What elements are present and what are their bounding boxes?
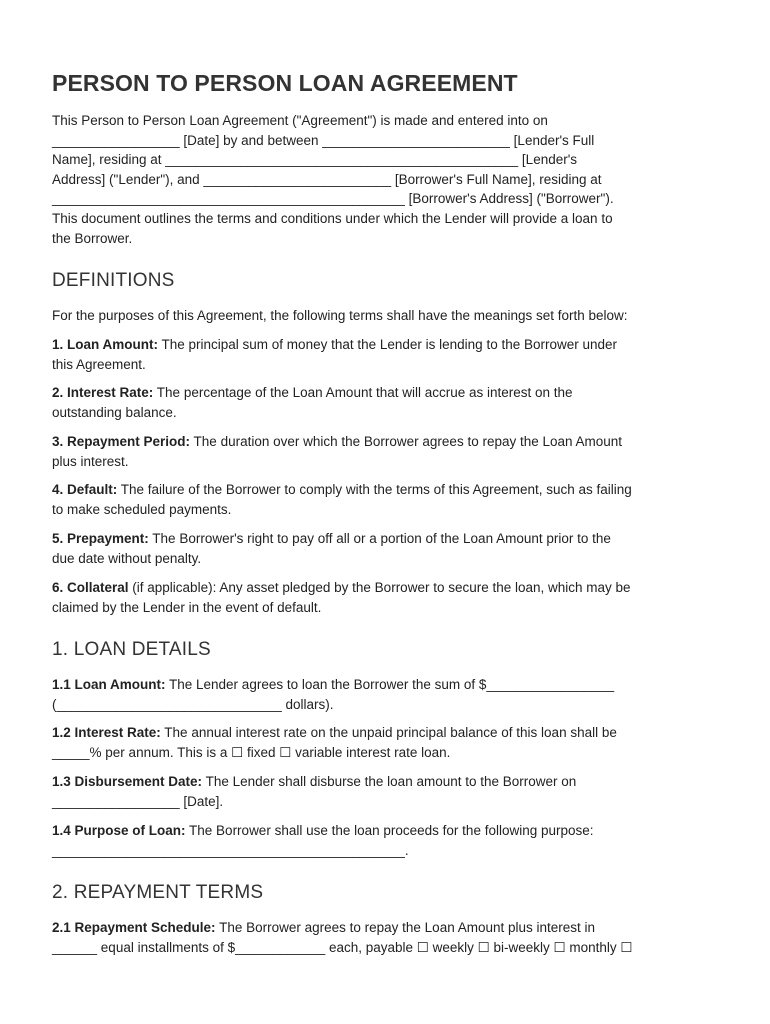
intro-line: This document outlines the terms and conditions under which the Lender will provide a loan to: [52, 210, 613, 226]
clause-interest-rate: 1.2 Interest Rate: The annual interest rate on the unpaid principal balance of this loan shall be _____% per annum. This is a ☐ fixed ☐ variable interest rate loan.: [52, 725, 617, 760]
definition-default: 4. Default: The failure of the Borrower to comply with the terms of this Agreement, such as failing to make scheduled payments.: [52, 482, 632, 517]
intro-line: _______________________________________________ [Borrower's Address] ("Borrower").: [52, 191, 614, 207]
intro-line: Address] ("Lender"), and _________________________ [Borrower's Full Name], residing at: [52, 171, 602, 187]
intro-line: the Borrower.: [52, 230, 133, 246]
document-title: PERSON TO PERSON LOAN AGREEMENT: [52, 70, 518, 96]
definition-label: 5. Prepayment:: [52, 531, 149, 546]
clause-loan-amount: 1.1 Loan Amount: The Lender agrees to loan the Borrower the sum of $_________________ (______________________________ dollars).: [52, 677, 615, 712]
clause-label: 1.3 Disbursement Date:: [52, 774, 203, 789]
definition-label: 2. Interest Rate:: [52, 385, 154, 400]
definitions-heading: DEFINITIONS: [52, 270, 175, 291]
definition-collateral: 6. Collateral (if applicable): Any asset pledged by the Borrower to secure the loan, which may be claimed by the Lender in the event of default.: [52, 580, 631, 615]
definition-repayment-period: 3. Repayment Period: The duration over which the Borrower agrees to repay the Loan Amount plus interest.: [52, 434, 623, 469]
clause-disbursement-date: 1.3 Disbursement Date: The Lender shall disburse the loan amount to the Borrower on _________________ [Date].: [52, 774, 577, 809]
definitions-intro: For the purposes of this Agreement, the following terms shall have the meanings set forth below:: [52, 308, 628, 323]
intro-line: This Person to Person Loan Agreement ("Agreement") is made and entered into on: [52, 113, 548, 128]
clause-label: 1.2 Interest Rate:: [52, 725, 161, 740]
intro-line: _________________ [Date] by and between _________________________ [Lender's Full: [52, 132, 595, 148]
clause-repayment-schedule: 2.1 Repayment Schedule: The Borrower agrees to repay the Loan Amount plus interest in ______ equal installments of $____________ each, payable ☐ weekly ☐ bi-weekly ☐ monthly ☐: [52, 920, 633, 955]
definition-label: 4. Default:: [52, 482, 118, 497]
intro-paragraph: [52, 111, 722, 248]
definition-label: 6. Collateral: [52, 580, 129, 595]
definition-loan-amount: 1. Loan Amount: The principal sum of money that the Lender is lending to the Borrower under this Agreement.: [52, 337, 618, 372]
repayment-terms-heading: 2. REPAYMENT TERMS: [52, 882, 264, 903]
definition-interest-rate: 2. Interest Rate: The percentage of the Loan Amount that will accrue as interest on the outstanding balance.: [52, 385, 573, 420]
definition-prepayment: 5. Prepayment: The Borrower's right to pay off all or a portion of the Loan Amount prior to the due date without penalty.: [52, 531, 611, 566]
clause-label: 1.1 Loan Amount:: [52, 677, 166, 692]
loan-details-heading: 1. LOAN DETAILS: [52, 639, 211, 660]
clause-label: 2.1 Repayment Schedule:: [52, 920, 216, 935]
clause-purpose-of-loan: 1.4 Purpose of Loan: The Borrower shall use the loan proceeds for the following purpose: _______________________________________________.: [52, 823, 594, 858]
clause-label: 1.4 Purpose of Loan:: [52, 823, 186, 838]
intro-line: Name], residing at _______________________________________________ [Lender's: [52, 152, 578, 168]
definition-label: 1. Loan Amount:: [52, 337, 158, 352]
definition-label: 3. Repayment Period:: [52, 434, 191, 449]
